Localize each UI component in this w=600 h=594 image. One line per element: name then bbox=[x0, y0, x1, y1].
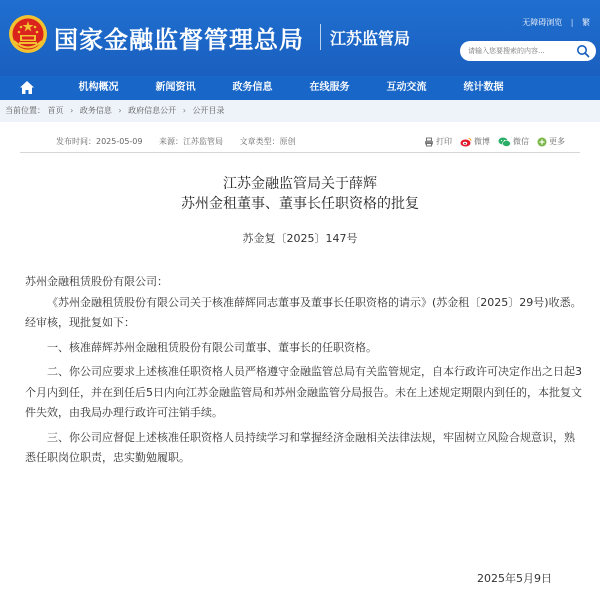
meta-divider bbox=[20, 152, 580, 153]
wechat-label: 微信 bbox=[513, 137, 529, 146]
nav-items bbox=[60, 76, 522, 100]
nav-item-news[interactable]: 新闻资讯 bbox=[155, 82, 196, 93]
meta-info bbox=[56, 136, 310, 147]
weibo-share-button[interactable] bbox=[460, 136, 490, 147]
more-label: 更多 bbox=[549, 137, 565, 146]
traditional-chinese-link[interactable]: 繁 bbox=[582, 18, 590, 27]
addressee: 苏州金融租赁股份有限公司： bbox=[25, 275, 168, 288]
home-icon[interactable] bbox=[18, 79, 36, 97]
paragraph-4: 三、你公司应督促上述核准任职资格人员持续学习和掌握经济金融相关法律法规，牢固树立风险合规意识，熟悉任职岗位职责，忠实勤勉履职。 bbox=[25, 430, 575, 464]
breadcrumb-separator: › bbox=[182, 106, 186, 115]
document-title-line-1: 江苏金融监管局关于薛辉 bbox=[223, 176, 377, 192]
nav-item-government-info[interactable]: 政务信息 bbox=[232, 82, 273, 93]
breadcrumb-disclosure[interactable]: 政府信息公开 bbox=[128, 106, 177, 115]
article-meta bbox=[0, 122, 600, 160]
share-actions bbox=[424, 136, 573, 147]
title-divider bbox=[320, 24, 321, 50]
breadcrumb-prefix: 当前位置： bbox=[5, 106, 45, 115]
paragraph-1: 《苏州金融租赁股份有限公司关于核准薛辉同志董事及董事长任职资格的请示》(苏金租〔2025〕29号)收悉。经审核，现批复如下： bbox=[25, 295, 582, 329]
nav-item-online-services[interactable]: 在线服务 bbox=[309, 82, 350, 93]
wechat-share-button[interactable] bbox=[498, 136, 529, 147]
wechat-icon bbox=[498, 137, 511, 147]
document-body bbox=[25, 272, 585, 469]
paragraph-3: 二、你公司应要求上述核准任职资格人员严格遵守金融监管总局有关监管规定，自本行政许可决定作出之日起3个月内到任，并在到任后5日内向江苏金融监管局和苏州金融监管分局报告。未在上述规定期限内到任的，本批复文件失效，由我局办理行政许可注销手续。 bbox=[25, 365, 582, 419]
breadcrumb-catalog[interactable]: 公开目录 bbox=[192, 106, 225, 115]
weibo-label: 微博 bbox=[474, 137, 490, 146]
branch-title[interactable]: 江苏监管局 bbox=[330, 29, 411, 48]
nav-item-statistics[interactable]: 统计数据 bbox=[463, 82, 504, 93]
print-label: 打印 bbox=[436, 137, 452, 146]
article-type: 文章类型：原创 bbox=[239, 137, 296, 146]
document-title-line-2: 苏州金租董事、董事长任职资格的批复 bbox=[181, 196, 419, 212]
publish-time: 发布时间：2025-05-09 bbox=[56, 137, 143, 146]
breadcrumb-separator: › bbox=[70, 106, 74, 115]
site-title[interactable]: 国家金融监督管理总局 bbox=[54, 26, 304, 54]
search-icon[interactable] bbox=[575, 43, 591, 59]
paragraph-2: 一、核准薛辉苏州金融租赁股份有限公司董事、董事长的任职资格。 bbox=[47, 340, 377, 354]
breadcrumb bbox=[0, 100, 600, 122]
breadcrumb-separator: › bbox=[118, 106, 122, 115]
site-header bbox=[0, 0, 600, 76]
breadcrumb-government-info[interactable]: 政务信息 bbox=[79, 106, 112, 115]
main-nav bbox=[0, 76, 600, 100]
weibo-icon bbox=[460, 137, 472, 147]
link-separator: | bbox=[570, 18, 574, 27]
search-box bbox=[460, 41, 596, 61]
national-emblem-icon[interactable] bbox=[8, 14, 48, 54]
search-input[interactable] bbox=[468, 43, 568, 59]
breadcrumb-home[interactable]: 首页 bbox=[47, 106, 64, 115]
nav-item-interaction[interactable]: 互动交流 bbox=[386, 82, 427, 93]
article-source: 来源：江苏监管局 bbox=[159, 137, 224, 146]
nav-item-institution[interactable]: 机构概况 bbox=[78, 82, 119, 93]
printer-icon bbox=[424, 137, 434, 147]
document-number: 苏金复〔2025〕147号 bbox=[242, 232, 358, 245]
document-title bbox=[0, 174, 600, 214]
document-date: 2025年5月9日 bbox=[477, 572, 552, 585]
print-button[interactable] bbox=[424, 136, 452, 147]
more-share-button[interactable] bbox=[537, 136, 565, 147]
top-links bbox=[522, 17, 590, 28]
plus-circle-icon bbox=[537, 137, 547, 147]
accessibility-link[interactable]: 无障碍浏览 bbox=[522, 18, 563, 27]
